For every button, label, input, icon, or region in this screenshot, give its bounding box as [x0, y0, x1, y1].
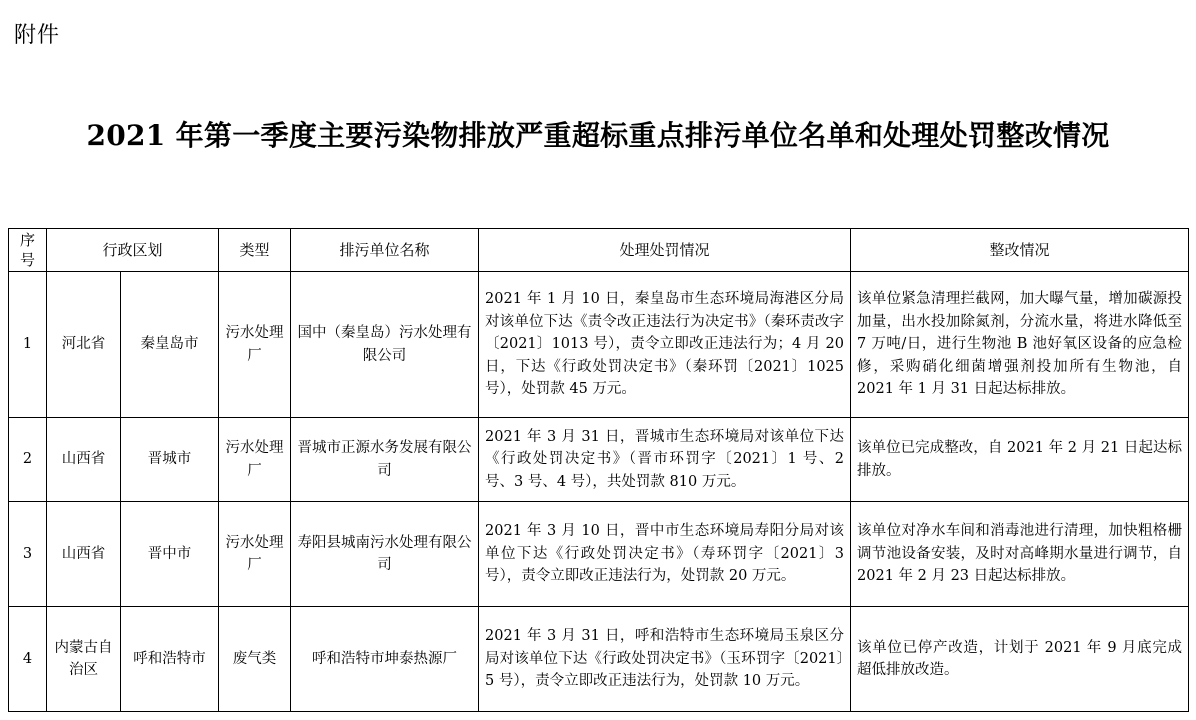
pollutant-units-table	[8, 228, 1189, 712]
table-row	[9, 272, 1189, 418]
row-province: 河北省	[47, 272, 121, 418]
row-penalty: 2021 年 3 月 10 日，晋中市生态环境局寿阳分局对该单位下达《行政处罚决定书》（寿环罚字〔2021〕3 号），责令立即改正违法行为，处罚款 20 万元。	[479, 502, 851, 607]
row-city: 晋城市	[121, 418, 219, 502]
row-unit: 晋城市正源水务发展有限公司	[291, 418, 479, 502]
row-penalty: 2021 年 1 月 10 日，秦皇岛市生态环境局海港区分局对该单位下达《责令改正违法行为决定书》（秦环责改字〔2021〕1013 号），责令立即改正违法行为；4 月 20 日，下达《行政处罚决定书》（秦环罚〔2021〕1025 号），处罚款 45 万元。	[479, 272, 851, 418]
row-seq: 4	[9, 607, 47, 712]
table-row	[9, 418, 1189, 502]
row-type: 污水处理厂	[219, 272, 291, 418]
header-seq: 序号	[9, 229, 47, 272]
row-type: 废气类	[219, 607, 291, 712]
header-rectification: 整改情况	[851, 229, 1189, 272]
row-unit: 寿阳县城南污水处理有限公司	[291, 502, 479, 607]
row-rectification: 该单位紧急清理拦截网，加大曝气量，增加碳源投加量，出水投加除氮剂，分流水量，将进水降低至 7 万吨/日，进行生物池 B 池好氧区设备的应急检修，采购硝化细菌增强剂投加所有生物池，自 2021 年 1 月 31 日起达标排放。	[851, 272, 1189, 418]
row-type: 污水处理厂	[219, 502, 291, 607]
row-province: 山西省	[47, 418, 121, 502]
row-city: 呼和浩特市	[121, 607, 219, 712]
table-row	[9, 502, 1189, 607]
row-rectification: 该单位已完成整改，自 2021 年 2 月 21 日起达标排放。	[851, 418, 1189, 502]
row-city: 秦皇岛市	[121, 272, 219, 418]
row-unit: 国中（秦皇岛）污水处理有限公司	[291, 272, 479, 418]
header-region: 行政区划	[47, 229, 219, 272]
row-type: 污水处理厂	[219, 418, 291, 502]
row-seq: 1	[9, 272, 47, 418]
row-province: 内蒙古自治区	[47, 607, 121, 712]
row-unit: 呼和浩特市坤泰热源厂	[291, 607, 479, 712]
row-penalty: 2021 年 3 月 31 日，晋城市生态环境局对该单位下达《行政处罚决定书》（晋市环罚字〔2021〕1 号、2 号、3 号、4 号），共处罚款 810 万元。	[479, 418, 851, 502]
page-title: 2021 年第一季度主要污染物排放严重超标重点排污单位名单和处理处罚整改情况	[86, 119, 1110, 152]
row-rectification: 该单位对净水车间和消毒池进行清理，加快粗格栅调节池设备安装，及时对高峰期水量进行调节，自 2021 年 2 月 23 日起达标排放。	[851, 502, 1189, 607]
row-rectification: 该单位已停产改造，计划于 2021 年 9 月底完成超低排放改造。	[851, 607, 1189, 712]
row-seq: 2	[9, 418, 47, 502]
header-type: 类型	[219, 229, 291, 272]
table-header-row	[9, 229, 1189, 272]
row-penalty: 2021 年 3 月 31 日，呼和浩特市生态环境局玉泉区分局对该单位下达《行政处罚决定书》（玉环罚字〔2021〕5 号），责令立即改正违法行为，处罚款 10 万元。	[479, 607, 851, 712]
attachment-label: 附件	[14, 23, 61, 48]
row-city: 晋中市	[121, 502, 219, 607]
header-penalty: 处理处罚情况	[479, 229, 851, 272]
row-seq: 3	[9, 502, 47, 607]
table-row	[9, 607, 1189, 712]
header-unit: 排污单位名称	[291, 229, 479, 272]
row-province: 山西省	[47, 502, 121, 607]
